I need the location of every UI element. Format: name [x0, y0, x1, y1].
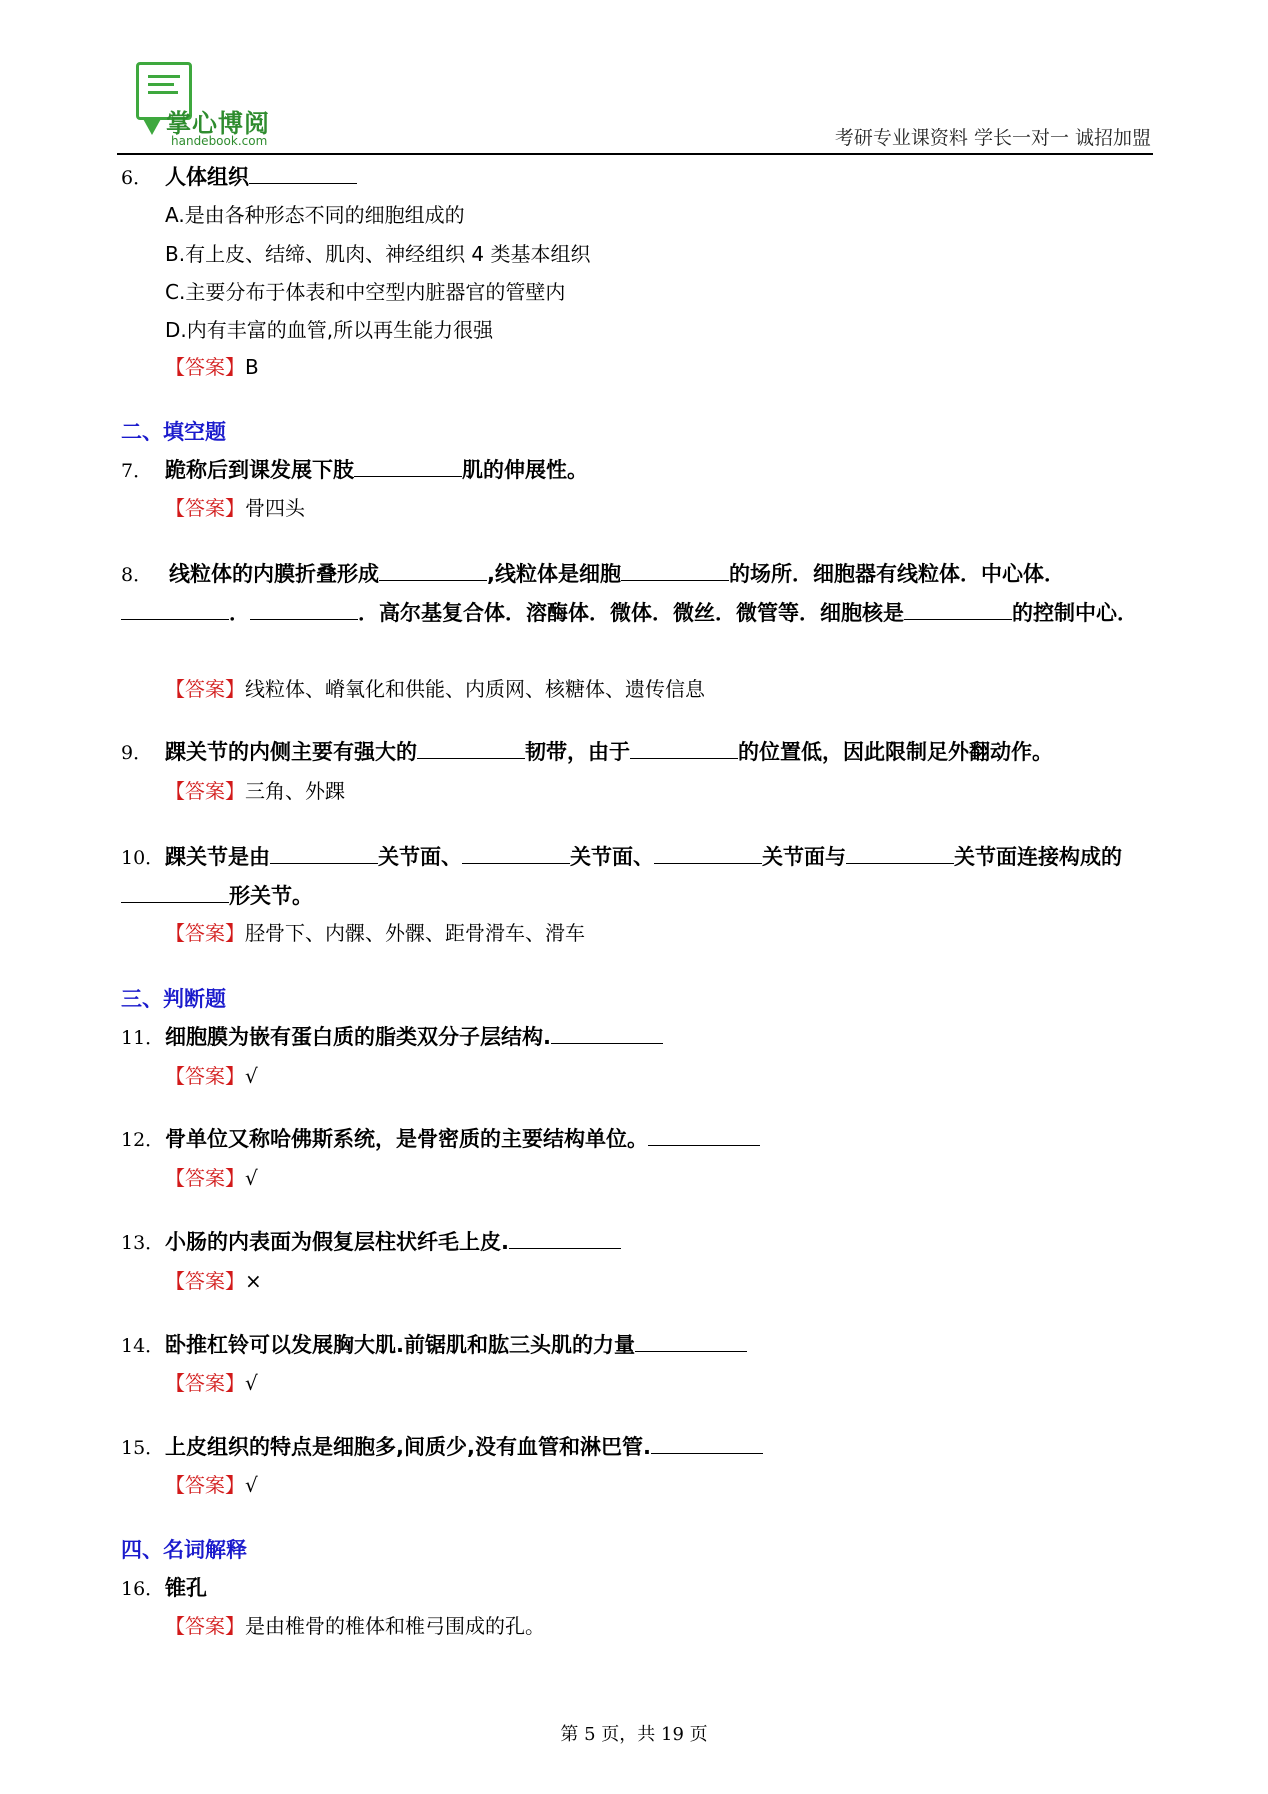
question-16: [121, 1574, 207, 1603]
answer-blank: [121, 599, 229, 620]
answer-text: 是由椎骨的椎体和椎弓围成的孔。: [245, 1614, 545, 1638]
answer-tag: 【答案】: [165, 1473, 245, 1497]
question-stem-part: 踝关节的内侧主要有强大的: [165, 740, 417, 764]
answer-blank: [846, 843, 954, 864]
answer-7: [165, 494, 305, 522]
answer-blank: [121, 882, 229, 903]
question-stem-part: 踝关节是由: [165, 845, 270, 869]
answer-blank: [648, 1125, 760, 1146]
section-heading-term-definition: 四、名词解释: [121, 1538, 247, 1562]
question-stem-part: 关节面、: [570, 845, 654, 869]
question-9: [121, 738, 1053, 767]
answer-15: [165, 1471, 258, 1499]
answer-text: B: [245, 355, 259, 379]
section-heading-true-false: 三、判断题: [121, 987, 226, 1011]
header-divider: [117, 153, 1153, 155]
section-heading-fill-blank: 二、填空题: [121, 420, 226, 444]
question-stem-part: 跪称后到课发展下肢: [165, 458, 354, 482]
question-number: 14．: [121, 1335, 165, 1357]
option-d: D.内有丰富的血管,所以再生能力很强: [165, 318, 494, 342]
answer-tag: 【答案】: [165, 1614, 245, 1638]
question-number: 8．: [121, 564, 153, 586]
answer-text: 胫骨下、内髁、外髁、距骨滑车、滑车: [245, 921, 585, 945]
logo-name: 掌心博阅: [166, 109, 271, 138]
answer-9: [165, 777, 345, 805]
answer-blank: [904, 599, 1012, 620]
question-stem: 卧推杠铃可以发展胸大肌.前锯肌和肱三头肌的力量: [165, 1333, 635, 1357]
question-6: [121, 163, 357, 192]
answer-14: [165, 1369, 258, 1397]
answer-blank: [509, 1228, 621, 1249]
answer-6: [165, 353, 259, 381]
question-stem-part: 韧带，由于: [525, 740, 630, 764]
question-stem-part: 关节面与: [762, 845, 846, 869]
answer-text: √: [245, 1371, 258, 1395]
question-stem: 细胞膜为嵌有蛋白质的脂类双分子层结构.: [165, 1025, 551, 1049]
question-stem-part: 形关节。: [229, 884, 313, 908]
answer-8: [165, 675, 705, 703]
question-stem-part: ．高尔基复合体．溶酶体．微体．微丝．微管等．细胞核是: [358, 601, 904, 625]
question-stem: 上皮组织的特点是细胞多,间质少,没有血管和淋巴管.: [165, 1435, 651, 1459]
question-stem-part: 关节面连接构成的: [954, 845, 1122, 869]
question-stem: 人体组织: [165, 165, 249, 189]
option-b: B.有上皮、结缔、肌肉、神经组织 4 类基本组织: [165, 242, 591, 266]
question-number: 11．: [121, 1027, 165, 1049]
answer-blank: [379, 560, 487, 581]
handebook-logo: [136, 62, 296, 148]
answer-text: 三角、外踝: [245, 779, 345, 803]
answer-blank: [270, 843, 378, 864]
header-tagline: 考研专业课资料 学长一对一 诚招加盟: [834, 127, 1151, 149]
question-stem: 小肠的内表面为假复层柱状纤毛上皮.: [165, 1230, 509, 1254]
question-14: [121, 1331, 747, 1360]
answer-text: 线粒体、嵴氧化和供能、内质网、核糖体、遗传信息: [245, 677, 705, 701]
question-stem-part: 的位置低，因此限制足外翻动作。: [738, 740, 1053, 764]
question-8: [121, 555, 1153, 632]
answer-text: √: [245, 1166, 258, 1190]
page-number-footer: 第 5 页，共 19 页: [560, 1724, 708, 1745]
question-stem-part: 的控制中心．: [1012, 601, 1138, 625]
question-number: 9．: [121, 742, 153, 764]
question-number: 13．: [121, 1232, 165, 1254]
answer-11: [165, 1062, 258, 1090]
question-11: [121, 1023, 663, 1052]
answer-16: [165, 1612, 545, 1640]
question-stem: 锥孔: [165, 1576, 207, 1600]
answer-blank: [635, 1331, 747, 1352]
answer-13: [165, 1267, 262, 1295]
question-12: [121, 1125, 760, 1154]
question-number: 12．: [121, 1129, 165, 1151]
answer-blank: [551, 1023, 663, 1044]
answer-blank: [462, 843, 570, 864]
question-7: [121, 456, 588, 485]
question-15: [121, 1433, 763, 1462]
answer-tag: 【答案】: [165, 1371, 245, 1395]
question-number: 15．: [121, 1437, 165, 1459]
answer-blank: [250, 599, 358, 620]
question-10: [121, 838, 1153, 915]
question-stem-part: ,线粒体是细胞: [487, 562, 621, 586]
answer-tag: 【答案】: [165, 677, 245, 701]
question-stem-part: 关节面、: [378, 845, 462, 869]
question-number: 10．: [121, 847, 165, 869]
answer-tag: 【答案】: [165, 1166, 245, 1190]
answer-text: √: [245, 1473, 258, 1497]
question-stem: 骨单位又称哈佛斯系统，是骨密质的主要结构单位。: [165, 1127, 648, 1151]
question-number: 16．: [121, 1578, 165, 1600]
option-c: C.主要分布于体表和中空型内脏器官的管壁内: [165, 280, 566, 304]
answer-12: [165, 1164, 258, 1192]
question-stem-part: 的场所．细胞器有线粒体．中心体．: [728, 562, 1065, 586]
answer-tag: 【答案】: [165, 921, 245, 945]
answer-tag: 【答案】: [165, 355, 245, 379]
answer-blank: [417, 738, 525, 759]
question-number: 6．: [121, 167, 153, 189]
answer-blank: [651, 1433, 763, 1454]
answer-blank: [630, 738, 738, 759]
logo-url: handebook.com: [171, 134, 268, 148]
answer-tag: 【答案】: [165, 779, 245, 803]
question-stem-part: 线粒体的内膜折叠形成: [169, 562, 379, 586]
answer-blank: [654, 843, 762, 864]
answer-blank: [621, 560, 729, 581]
answer-blank: [354, 456, 462, 477]
question-number: 7．: [121, 460, 153, 482]
answer-10: [165, 919, 585, 947]
answer-text: √: [245, 1064, 258, 1088]
answer-blank: [249, 163, 357, 184]
answer-tag: 【答案】: [165, 496, 245, 520]
question-stem-part: 肌的伸展性。: [462, 458, 588, 482]
question-13: [121, 1228, 621, 1257]
question-stem-part: ．: [229, 601, 250, 625]
answer-tag: 【答案】: [165, 1269, 245, 1293]
answer-tag: 【答案】: [165, 1064, 245, 1088]
option-a: A.是由各种形态不同的细胞组成的: [165, 203, 465, 227]
answer-text: 骨四头: [245, 496, 305, 520]
answer-text: ×: [245, 1269, 262, 1293]
